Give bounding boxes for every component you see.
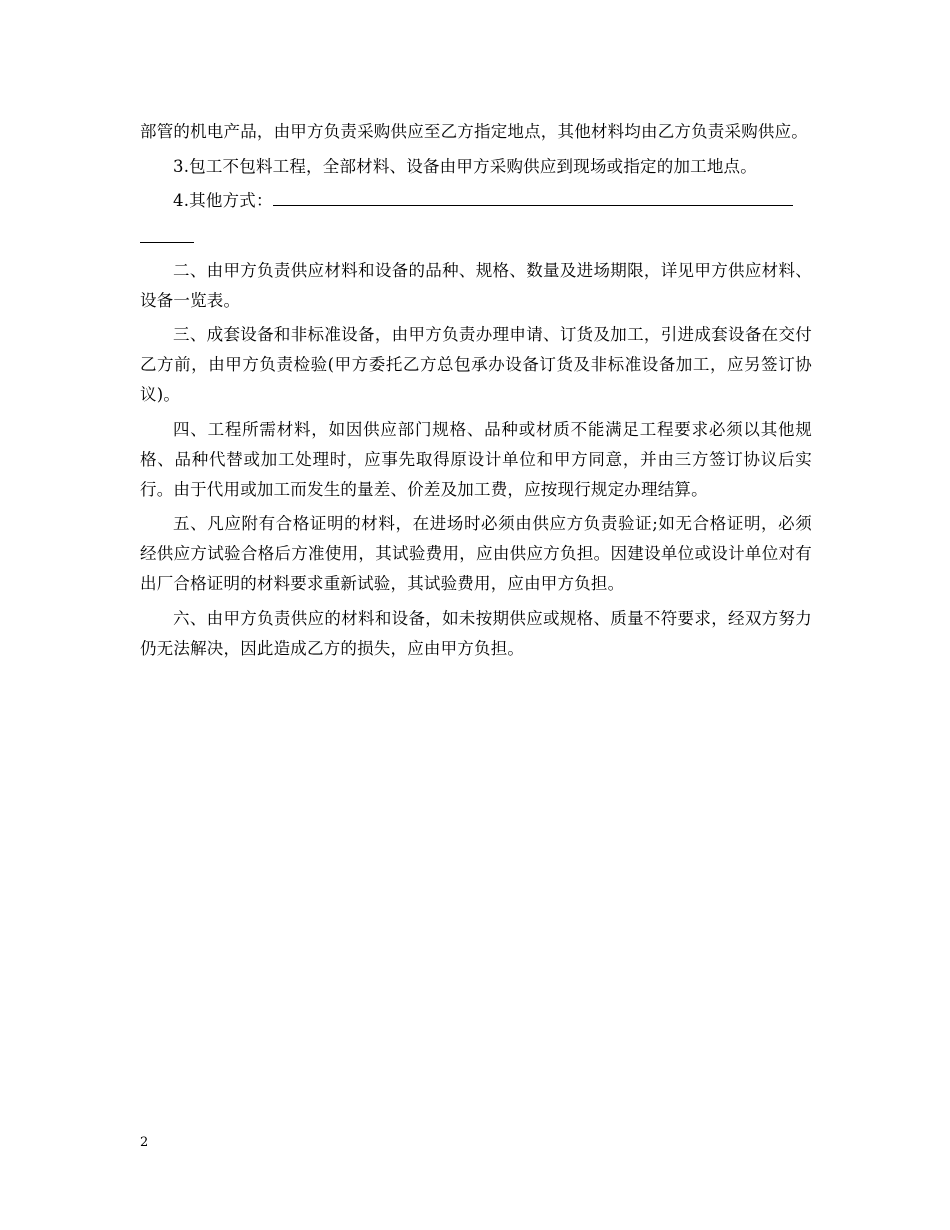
fill-in-blank-line (273, 205, 793, 206)
paragraph-continuation: 部管的机电产品，由甲方负责采购供应至乙方指定地点，其他材料均由乙方负责采购供应。 (140, 122, 808, 141)
fill-in-blank-line-tail (140, 221, 194, 243)
paragraph-section-6: 六、由甲方负责供应的材料和设备，如未按期供应或规格、质量不符要求，经双方努力仍无法解决，因此造成乙方的损失，应由甲方负担。 (140, 608, 812, 658)
paragraph-section-2: 二、由甲方负责供应材料和设备的品种、规格、数量及进场期限，详见甲方供应材料、设备一览表。 (140, 260, 812, 310)
paragraph-section-4: 四、工程所需材料，如因供应部门规格、品种或材质不能满足工程要求必须以其他规格、品种代替或加工处理时，应事先取得原设计单位和甲方同意，并由三方签订协议后实行。由于代用或加工而发生的量差、价差及加工费，应按现行规定办理结算。 (140, 419, 812, 499)
document-body (140, 117, 812, 668)
paragraph-section-5: 五、凡应附有合格证明的材料，在进场时必须由供应方负责验证;如无合格证明，必须经供应方试验合格后方准使用，其试验费用，应由供应方负担。因建设单位或设计单位对有出厂合格证明的材料要求重新试验，其试验费用，应由甲方负担。 (140, 514, 812, 593)
paragraph-item-3: 3.包工不包料工程，全部材料、设备由甲方采购供应到现场或指定的加工地点。 (173, 156, 757, 176)
paragraph-section-3: 三、成套设备和非标准设备，由甲方负责办理申请、订货及加工，引进成套设备在交付乙方前，由甲方负责检验(甲方委托乙方总包承办设备订货及非标准设备加工，应另签订协议)。 (140, 325, 812, 404)
page-number: 2 (140, 1135, 149, 1150)
paragraph-item-4 (140, 186, 812, 216)
other-methods-label: 4.其他方式： (173, 191, 273, 210)
